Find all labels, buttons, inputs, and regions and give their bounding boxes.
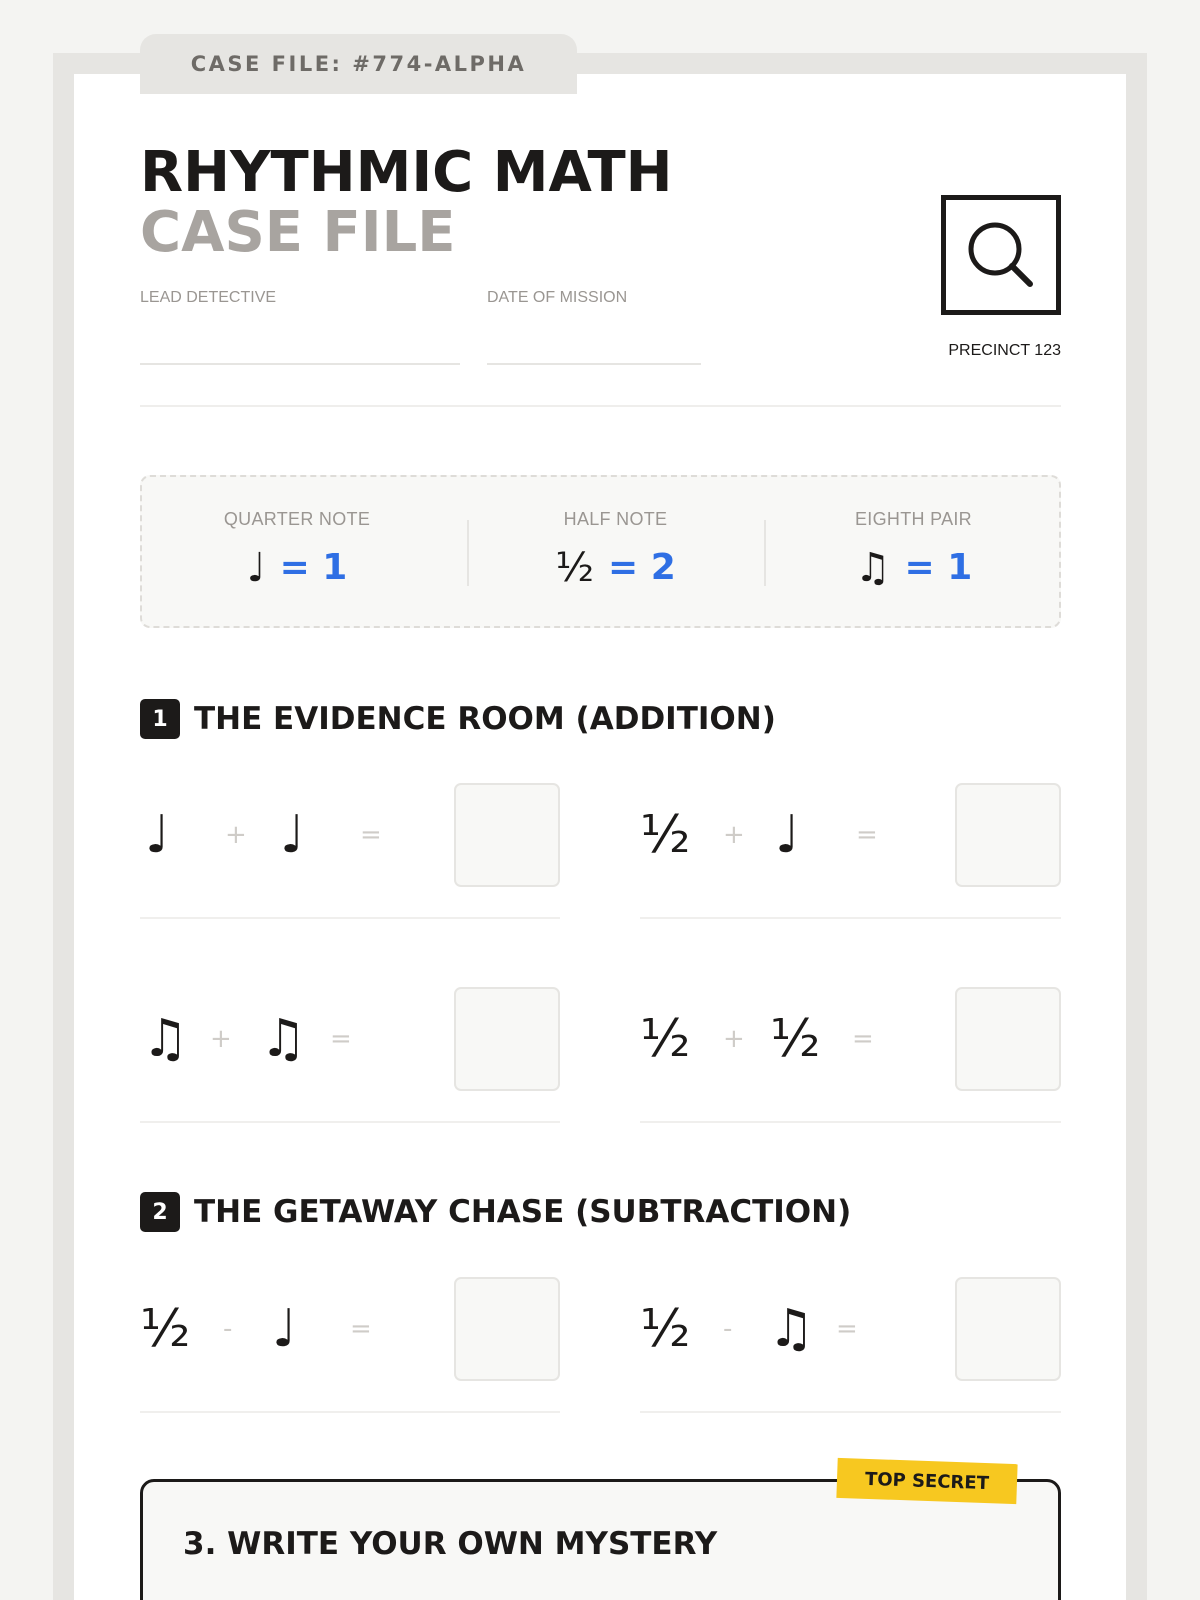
page-subtitle: CASE FILE bbox=[140, 200, 456, 265]
top-secret-label: TOP SECRET bbox=[864, 1468, 990, 1494]
legend-item-half-note bbox=[467, 477, 764, 626]
note-value-legend bbox=[140, 475, 1061, 628]
half-note-icon: ½ bbox=[770, 1009, 821, 1069]
magnifying-glass-icon bbox=[941, 195, 1061, 315]
equals-sign: = bbox=[836, 1314, 858, 1344]
answer-box[interactable] bbox=[454, 987, 560, 1091]
problem-row bbox=[140, 1277, 560, 1413]
section-2-heading bbox=[140, 1192, 851, 1232]
eighth-pair-icon: ♫ bbox=[854, 545, 891, 591]
legend-label: EIGHTH PAIR bbox=[855, 509, 972, 529]
half-note-icon: ½ bbox=[555, 545, 595, 591]
answer-box[interactable] bbox=[454, 783, 560, 887]
legend-item-quarter-note bbox=[142, 477, 452, 626]
lead-detective-field[interactable] bbox=[140, 363, 460, 365]
legend-value: = 1 bbox=[279, 547, 348, 588]
half-note-icon: ½ bbox=[640, 805, 691, 865]
plus-operator: + bbox=[225, 820, 247, 850]
lead-detective-label: LEAD DETECTIVE bbox=[140, 289, 277, 306]
answer-box[interactable] bbox=[955, 1277, 1061, 1381]
quarter-note-icon: ♩ bbox=[280, 805, 305, 865]
plus-operator: + bbox=[210, 1024, 232, 1054]
quarter-note-icon: ♩ bbox=[272, 1299, 297, 1359]
equals-sign: = bbox=[350, 1314, 372, 1344]
problem-row bbox=[640, 783, 1061, 919]
precinct-label: PRECINCT 123 bbox=[948, 342, 1061, 359]
legend-item-eighth-pair bbox=[764, 477, 1063, 626]
half-note-icon: ½ bbox=[140, 1299, 191, 1359]
legend-label: QUARTER NOTE bbox=[223, 509, 371, 529]
legend-label: HALF NOTE bbox=[563, 509, 668, 529]
half-note-icon: ½ bbox=[640, 1299, 691, 1359]
section-number-badge: 1 bbox=[140, 699, 180, 739]
quarter-note-icon: ♩ bbox=[145, 805, 170, 865]
mystery-title: 3. WRITE YOUR OWN MYSTERY bbox=[183, 1526, 718, 1562]
section-1-heading bbox=[140, 699, 776, 739]
answer-box[interactable] bbox=[955, 987, 1061, 1091]
date-of-mission-field[interactable] bbox=[487, 363, 701, 365]
problem-row bbox=[640, 1277, 1061, 1413]
quarter-note-icon: ♩ bbox=[775, 805, 800, 865]
equals-sign: = bbox=[852, 1024, 874, 1054]
case-file-tab bbox=[140, 34, 577, 94]
problem-row bbox=[140, 987, 560, 1123]
plus-operator: + bbox=[723, 820, 745, 850]
date-of-mission-label: DATE OF MISSION bbox=[487, 289, 628, 306]
minus-operator: - bbox=[723, 1314, 733, 1344]
eighth-pair-icon: ♫ bbox=[142, 1009, 189, 1069]
eighth-pair-icon: ♫ bbox=[768, 1299, 815, 1359]
section-number-badge: 2 bbox=[140, 1192, 180, 1232]
minus-operator: - bbox=[223, 1314, 233, 1344]
half-note-icon: ½ bbox=[640, 1009, 691, 1069]
problem-row bbox=[640, 987, 1061, 1123]
equals-sign: = bbox=[330, 1024, 352, 1054]
equals-sign: = bbox=[360, 820, 382, 850]
header-divider bbox=[140, 405, 1061, 407]
case-file-tab-label: CASE FILE: #774-ALPHA bbox=[190, 52, 527, 76]
plus-operator: + bbox=[723, 1024, 745, 1054]
answer-box[interactable] bbox=[955, 783, 1061, 887]
top-secret-stamp bbox=[836, 1458, 1017, 1504]
section-title: THE EVIDENCE ROOM (ADDITION) bbox=[194, 701, 776, 737]
equals-sign: = bbox=[856, 820, 878, 850]
section-title: THE GETAWAY CHASE (SUBTRACTION) bbox=[194, 1194, 852, 1230]
quarter-note-icon: ♩ bbox=[246, 545, 266, 591]
answer-box[interactable] bbox=[454, 1277, 560, 1381]
problem-row bbox=[140, 783, 560, 919]
eighth-pair-icon: ♫ bbox=[260, 1009, 307, 1069]
legend-value: = 2 bbox=[608, 547, 676, 588]
page-title: RHYTHMIC MATH bbox=[140, 140, 673, 205]
legend-value: = 1 bbox=[904, 547, 973, 588]
